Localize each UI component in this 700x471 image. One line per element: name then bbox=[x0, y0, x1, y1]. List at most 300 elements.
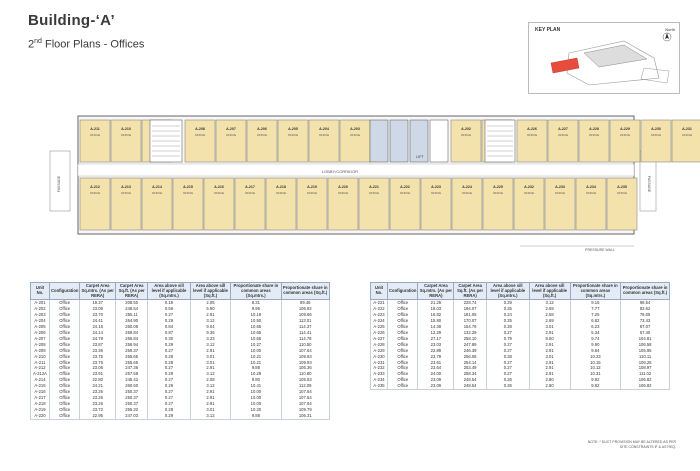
table-cell: 111.02 bbox=[621, 371, 670, 377]
unit-label: OFFICE bbox=[492, 191, 504, 195]
table-cell: 0.24 bbox=[486, 312, 529, 318]
table-cell: Office bbox=[49, 324, 79, 330]
table-cell: 246.39 bbox=[454, 348, 487, 354]
table-cell: 258.10 bbox=[454, 336, 487, 342]
highlight-building-marker bbox=[551, 58, 579, 73]
unit-label: OFFICE bbox=[120, 133, 132, 137]
right-passage-label: PASSAGE bbox=[647, 175, 651, 193]
table-cell: 0.27 bbox=[486, 348, 529, 354]
table-cell: 0.28 bbox=[486, 354, 529, 360]
office-unit bbox=[579, 120, 609, 162]
table-cell: 106.92 bbox=[281, 306, 329, 312]
table-header-cell: Area above sill level if applicable (Sq.mtrs.) bbox=[148, 283, 190, 300]
table-cell: 10.12 bbox=[570, 365, 621, 371]
table-cell: 14.38 bbox=[418, 324, 454, 330]
unit-label: OFFICE bbox=[213, 191, 225, 195]
table-cell: 21.25 bbox=[418, 300, 454, 306]
table-cell: A-220 bbox=[31, 413, 50, 419]
table-cell: 109.66 bbox=[281, 312, 329, 318]
table-cell: 247.36 bbox=[115, 365, 147, 371]
table-cell: 154.79 bbox=[454, 324, 487, 330]
table-cell: 9.92 bbox=[570, 383, 621, 389]
office-unit bbox=[328, 178, 358, 230]
table-cell: 5.90 bbox=[190, 306, 231, 312]
table-cell: 23.03 bbox=[418, 342, 454, 348]
office-unit bbox=[452, 178, 482, 230]
table-cell: Office bbox=[388, 371, 418, 377]
table-cell: 0.27 bbox=[148, 389, 190, 395]
table-cell: A-218 bbox=[31, 401, 50, 407]
unit-label: OFFICE bbox=[89, 191, 101, 195]
office-unit bbox=[247, 120, 277, 162]
table-cell: 23.26 bbox=[80, 401, 116, 407]
table-cell: 0.30 bbox=[148, 336, 190, 342]
office-unit bbox=[548, 120, 578, 162]
table-header-cell: Unit No. bbox=[371, 283, 388, 300]
unit-number: A-223 bbox=[431, 185, 441, 189]
table-cell: 0.27 bbox=[148, 377, 190, 383]
office-unit bbox=[672, 120, 700, 162]
table-cell: A-230 bbox=[371, 354, 388, 360]
table-cell: 248.54 bbox=[115, 306, 147, 312]
unit-label: OFFICE bbox=[349, 133, 361, 137]
unit-number: A-232 bbox=[524, 185, 534, 189]
table-cell: 10.00 bbox=[231, 395, 281, 401]
table-cell: 0.26 bbox=[486, 377, 529, 383]
unit-number: A-208 bbox=[195, 127, 205, 131]
table-cell: 2.58 bbox=[529, 312, 570, 318]
office-unit bbox=[111, 120, 141, 162]
table-cell: 255.32 bbox=[115, 407, 147, 413]
table-cell: 0.27 bbox=[486, 360, 529, 366]
table-cell: 23.09 bbox=[80, 306, 116, 312]
table-cell: 245.42 bbox=[115, 377, 147, 383]
table-cell: A-231 bbox=[371, 360, 388, 366]
table-cell: 194.07 bbox=[454, 306, 487, 312]
table-cell: 247.03 bbox=[115, 413, 147, 419]
table-cell: 3.12 bbox=[190, 383, 231, 389]
unit-number: A-213 bbox=[121, 185, 131, 189]
table-cell: 10.29 bbox=[231, 371, 281, 377]
key-plan bbox=[528, 22, 680, 94]
unit-label: OFFICE bbox=[588, 133, 600, 137]
table-cell: 10.65 bbox=[231, 324, 281, 330]
table-cell: 114.37 bbox=[281, 324, 329, 330]
table-header-cell: Unit No. bbox=[31, 283, 50, 300]
table-cell: 9.88 bbox=[231, 413, 281, 419]
table-cell: 106.31 bbox=[281, 413, 329, 419]
unit-label: OFFICE bbox=[225, 133, 237, 137]
unit-label: OFFICE bbox=[461, 191, 473, 195]
table-cell: A-211 bbox=[31, 360, 50, 366]
table-cell: 0.79 bbox=[486, 336, 529, 342]
unit-label: OFFICE bbox=[89, 133, 101, 137]
table-cell: Office bbox=[388, 354, 418, 360]
table-cell: 2.91 bbox=[529, 330, 570, 336]
table-cell: Office bbox=[388, 306, 418, 312]
office-unit bbox=[80, 120, 110, 162]
table-cell: 24.14 bbox=[80, 330, 116, 336]
unit-label: OFFICE bbox=[526, 133, 538, 137]
table-cell: 260.06 bbox=[115, 324, 147, 330]
table-header-cell: Carpet Area Sq.mtrs. (As per RERA) bbox=[80, 283, 116, 300]
office-unit bbox=[216, 120, 246, 162]
table-cell: 9.84 bbox=[570, 348, 621, 354]
table-header-cell: Proportionate share in common areas (Sq.ft.) bbox=[281, 283, 329, 300]
table-cell: 0.27 bbox=[148, 401, 190, 407]
table-cell: 109.93 bbox=[281, 360, 329, 366]
table-cell: 24.21 bbox=[80, 383, 116, 389]
table-cell: 0.29 bbox=[148, 383, 190, 389]
corridor-label: LOBBY/CORRIDOR bbox=[321, 169, 359, 174]
table-header-cell: Carpet Area Sq.ft. (As per RERA) bbox=[115, 283, 147, 300]
table-cell: 257.58 bbox=[115, 371, 147, 377]
unit-number: A-207 bbox=[226, 127, 236, 131]
table-cell: 3.12 bbox=[529, 300, 570, 306]
table-cell: 110.11 bbox=[621, 354, 670, 360]
unit-number: A-224 bbox=[462, 185, 472, 189]
table-header-cell: Configuration bbox=[49, 283, 79, 300]
table-cell: 10.50 bbox=[231, 318, 281, 324]
table-cell: A-221 bbox=[371, 300, 388, 306]
bottom-label: PRESSURE WALL bbox=[585, 248, 615, 252]
table-cell: Office bbox=[49, 377, 79, 383]
table-header-cell: Proportionate share in common areas (Sq.mtrs.) bbox=[570, 283, 621, 300]
table-cell: 0.28 bbox=[148, 360, 190, 366]
unit-number: A-221 bbox=[369, 185, 379, 189]
table-cell: 22.80 bbox=[80, 377, 116, 383]
office-unit bbox=[359, 178, 389, 230]
table-cell: A-204 bbox=[31, 318, 50, 324]
unit-label: OFFICE bbox=[368, 191, 380, 195]
unit-label: OFFICE bbox=[275, 191, 287, 195]
table-header-cell: Carpet Area Sq.ft. (As per RERA) bbox=[454, 283, 487, 300]
table-cell: 10.00 bbox=[231, 401, 281, 407]
table-cell: 0.28 bbox=[148, 407, 190, 413]
table-cell: 9.74 bbox=[570, 336, 621, 342]
table-cell: Office bbox=[388, 377, 418, 383]
table-cell: 10.41 bbox=[231, 383, 281, 389]
unit-label: OFFICE bbox=[120, 191, 132, 195]
unit-label: OFFICE bbox=[337, 191, 349, 195]
unit-label: OFFICE bbox=[523, 191, 535, 195]
unit-number: A-214 bbox=[152, 185, 162, 189]
table-cell: A-214 bbox=[31, 377, 50, 383]
office-unit bbox=[173, 178, 203, 230]
subtitle-ordinal: nd bbox=[34, 38, 42, 45]
table-cell: 2.69 bbox=[529, 306, 570, 312]
office-unit bbox=[483, 178, 513, 230]
table-cell: 8.31 bbox=[231, 300, 281, 306]
unit-number: A-235 bbox=[617, 185, 627, 189]
table-cell: 2.08 bbox=[190, 377, 231, 383]
table-cell: A-224 bbox=[371, 318, 388, 324]
table-cell: 113.01 bbox=[281, 318, 329, 324]
table-cell: 107.64 bbox=[281, 395, 329, 401]
unit-label: OFFICE bbox=[650, 133, 662, 137]
unit-number: A-202 bbox=[461, 127, 471, 131]
unit-number: A-228 bbox=[589, 127, 599, 131]
unit-number: A-231 bbox=[682, 127, 692, 131]
table-cell: 23.06 bbox=[80, 365, 116, 371]
table-cell: Office bbox=[49, 336, 79, 342]
unit-label: OFFICE bbox=[194, 133, 206, 137]
unit-label: OFFICE bbox=[681, 133, 693, 137]
table-cell: 16.82 bbox=[418, 312, 454, 318]
table-cell: A-235 bbox=[371, 383, 388, 389]
key-plan-drawing bbox=[529, 23, 679, 93]
table-cell: A-203 bbox=[31, 312, 50, 318]
table-cell: 3.01 bbox=[529, 354, 570, 360]
table-cell: 110.50 bbox=[281, 342, 329, 348]
unit-number: A-217 bbox=[245, 185, 255, 189]
subtitle-floor-number: 2 bbox=[28, 38, 35, 51]
table-cell: 27.17 bbox=[418, 336, 454, 342]
table-cell: 0.25 bbox=[486, 306, 529, 312]
footer-line-1: NOTE: * DUCT PROVISION MAY BE ALTERED AS PER bbox=[587, 440, 676, 444]
table-cell: A-226 bbox=[371, 330, 388, 336]
table-cell: Office bbox=[49, 383, 79, 389]
floor-plan bbox=[40, 96, 693, 266]
table-cell: 0.29 bbox=[148, 413, 190, 419]
table-cell: Office bbox=[388, 336, 418, 342]
table-cell: 250.37 bbox=[115, 348, 147, 354]
table-cell: 10.31 bbox=[570, 371, 621, 377]
office-unit bbox=[576, 178, 606, 230]
table-cell: 73.43 bbox=[621, 318, 670, 324]
unit-number: A-225 bbox=[493, 185, 503, 189]
table-cell: 9.90 bbox=[570, 342, 621, 348]
table-cell: 10.00 bbox=[231, 389, 281, 395]
unit-number: A-229 bbox=[620, 127, 630, 131]
table-cell: 104.81 bbox=[621, 336, 670, 342]
unit-number: A-216 bbox=[214, 185, 224, 189]
table-cell: 0.27 bbox=[486, 365, 529, 371]
table-cell: 0.56 bbox=[148, 306, 190, 312]
table-cell: 10.21 bbox=[231, 360, 281, 366]
table-cell: 2.91 bbox=[190, 365, 231, 371]
table-cell: 2.91 bbox=[529, 365, 570, 371]
table-cell: 3.12 bbox=[190, 318, 231, 324]
table-cell: 105.95 bbox=[621, 348, 670, 354]
table-cell: Office bbox=[388, 318, 418, 324]
footer-line-2: SITE CONSTRAINTS IF & AS REQ. bbox=[619, 444, 676, 449]
unit-number: A-211 bbox=[90, 127, 100, 131]
table-cell: 208.50 bbox=[115, 300, 147, 306]
table-cell: 250.37 bbox=[115, 401, 147, 407]
unit-label: OFFICE bbox=[585, 191, 597, 195]
table-cell: 24.79 bbox=[80, 336, 116, 342]
table-cell: 23.09 bbox=[418, 383, 454, 389]
office-unit bbox=[309, 120, 339, 162]
table-cell: A-228 bbox=[371, 342, 388, 348]
table-cell: 12.29 bbox=[418, 330, 454, 336]
office-unit bbox=[266, 178, 296, 230]
unit-label: OFFICE bbox=[619, 133, 631, 137]
table-cell: A-223 bbox=[371, 312, 388, 318]
table-cell: A-217 bbox=[31, 395, 50, 401]
page-subtitle bbox=[28, 38, 144, 51]
table-header-cell: Proportionate share in common areas (Sq.mtrs.) bbox=[231, 283, 281, 300]
table-cell: 0.87 bbox=[148, 330, 190, 336]
table-cell: A-209 bbox=[31, 348, 50, 354]
north-label: North bbox=[665, 27, 675, 32]
table-cell: Office bbox=[49, 354, 79, 360]
table-cell: Office bbox=[388, 312, 418, 318]
subtitle-text: Floor Plans - Offices bbox=[41, 38, 145, 51]
table-cell: 3.12 bbox=[190, 371, 231, 377]
unit-label: OFFICE bbox=[430, 191, 442, 195]
office-unit bbox=[390, 178, 420, 230]
table-cell: 15.80 bbox=[418, 318, 454, 324]
table-cell: 255.65 bbox=[115, 360, 147, 366]
table-cell: 2.91 bbox=[529, 360, 570, 366]
unit-label: OFFICE bbox=[318, 133, 330, 137]
table-cell: A-206 bbox=[31, 330, 50, 336]
table-cell: 8.50 bbox=[529, 336, 570, 342]
stair-core-right bbox=[485, 120, 515, 162]
table-header-cell: Area above sill level if applicable (Sq.ft.) bbox=[529, 283, 570, 300]
table-cell: 259.84 bbox=[115, 330, 147, 336]
table-cell: 0.29 bbox=[148, 342, 190, 348]
table-cell: 23.70 bbox=[80, 312, 116, 318]
table-cell: 250.37 bbox=[115, 395, 147, 401]
table-cell: 10.23 bbox=[570, 354, 621, 360]
office-unit bbox=[517, 120, 547, 162]
table-cell: 10.27 bbox=[231, 342, 281, 348]
table-cell: Office bbox=[49, 407, 79, 413]
table-cell: 23.75 bbox=[80, 360, 116, 366]
unit-label: OFFICE bbox=[244, 191, 256, 195]
table-cell: Office bbox=[49, 360, 79, 366]
table-cell: 250.37 bbox=[115, 389, 147, 395]
table-cell: 23.79 bbox=[418, 354, 454, 360]
table-cell: 2.91 bbox=[529, 348, 570, 354]
table-cell: 0.25 bbox=[486, 318, 529, 324]
table-cell: 258.34 bbox=[454, 371, 487, 377]
table-cell: Office bbox=[49, 401, 79, 407]
unit-label: OFFICE bbox=[460, 133, 472, 137]
table-cell: 89.48 bbox=[281, 300, 329, 306]
table-cell: 114.41 bbox=[281, 330, 329, 336]
table-cell: 9.95 bbox=[231, 306, 281, 312]
table-cell: 255.11 bbox=[115, 312, 147, 318]
office-unit bbox=[545, 178, 575, 230]
unit-number: A-205 bbox=[288, 127, 298, 131]
table-cell: 0.27 bbox=[486, 330, 529, 336]
table-cell: A-219 bbox=[31, 407, 50, 413]
area-table-2 bbox=[370, 282, 670, 390]
unit-number: A-210 bbox=[121, 127, 131, 131]
table-cell: A-233 bbox=[371, 371, 388, 377]
table-cell: Office bbox=[49, 348, 79, 354]
office-unit bbox=[111, 178, 141, 230]
office-unit bbox=[185, 120, 215, 162]
unit-label: OFFICE bbox=[616, 191, 628, 195]
table-cell: 67.07 bbox=[621, 324, 670, 330]
table-cell: 3.01 bbox=[190, 407, 231, 413]
unit-number: A-234 bbox=[586, 185, 596, 189]
table-header-cell: Area above sill level if applicable (Sq.ft.) bbox=[190, 283, 231, 300]
table-cell: 24.00 bbox=[418, 371, 454, 377]
key-plan-title: KEY PLAN bbox=[535, 27, 561, 33]
table-cell: Office bbox=[388, 365, 418, 371]
table-cell: A-227 bbox=[371, 336, 388, 342]
table-cell: A-212A bbox=[31, 371, 50, 377]
table-cell: 266.84 bbox=[115, 336, 147, 342]
unit-label: OFFICE bbox=[256, 133, 268, 137]
unit-number: A-222 bbox=[400, 185, 410, 189]
unit-number: A-230 bbox=[651, 127, 661, 131]
table-cell: 23.09 bbox=[418, 377, 454, 383]
table-cell: 0.27 bbox=[148, 312, 190, 318]
table-cell: 10.65 bbox=[231, 330, 281, 336]
table-cell: Office bbox=[49, 306, 79, 312]
table-cell: Office bbox=[49, 342, 79, 348]
table-cell: 109.93 bbox=[281, 354, 329, 360]
table-cell: 264.90 bbox=[115, 318, 147, 324]
table-cell: 0.27 bbox=[486, 342, 529, 348]
table-cell: Office bbox=[388, 342, 418, 348]
unit-number: A-219 bbox=[307, 185, 317, 189]
table-cell: Office bbox=[49, 395, 79, 401]
table-cell: 114.78 bbox=[281, 336, 329, 342]
table-cell: 7.77 bbox=[570, 306, 621, 312]
table-cell: 18.03 bbox=[418, 306, 454, 312]
unit-number: A-227 bbox=[558, 127, 568, 131]
table-cell: 0.29 bbox=[486, 300, 529, 306]
unit-number: A-218 bbox=[276, 185, 286, 189]
table-cell: 83.62 bbox=[621, 306, 670, 312]
table-cell: 106.82 bbox=[621, 377, 670, 383]
table-cell: 110.80 bbox=[281, 371, 329, 377]
table-cell: 228.74 bbox=[454, 300, 487, 306]
table-cell: 2.05 bbox=[190, 300, 231, 306]
table-cell: A-229 bbox=[371, 348, 388, 354]
office-unit bbox=[80, 178, 110, 230]
table-cell: 19.37 bbox=[80, 300, 116, 306]
table-cell: A-205 bbox=[31, 324, 50, 330]
table-cell: 23.26 bbox=[80, 395, 116, 401]
table-cell: 78.05 bbox=[621, 312, 670, 318]
table-cell: 10.15 bbox=[570, 360, 621, 366]
table-cell: 106.36 bbox=[281, 365, 329, 371]
table-cell: 10.66 bbox=[231, 336, 281, 342]
table-cell: 9.15 bbox=[570, 300, 621, 306]
table-cell: 254.14 bbox=[454, 360, 487, 366]
table-cell: 9.36 bbox=[190, 330, 231, 336]
table-cell: 9.04 bbox=[190, 324, 231, 330]
table-cell: 22.89 bbox=[418, 348, 454, 354]
table-row bbox=[371, 383, 670, 389]
table-cell: 2.91 bbox=[190, 401, 231, 407]
table-cell: 0.19 bbox=[148, 300, 190, 306]
left-passage-label: PASSAGE bbox=[57, 175, 61, 193]
table-cell: Office bbox=[49, 413, 79, 419]
unit-number: A-220 bbox=[338, 185, 348, 189]
table-cell: 0.28 bbox=[486, 324, 529, 330]
table-cell: 0.84 bbox=[148, 324, 190, 330]
table-cell: 256.94 bbox=[115, 342, 147, 348]
table-cell: 2.91 bbox=[529, 371, 570, 377]
table-cell: 2.91 bbox=[190, 395, 231, 401]
table-cell: 2.80 bbox=[529, 377, 570, 383]
table-cell: 0.27 bbox=[148, 365, 190, 371]
table-cell: 105.53 bbox=[281, 377, 329, 383]
table-cell: 98.54 bbox=[621, 300, 670, 306]
table-cell: A-212 bbox=[31, 365, 50, 371]
table-cell: 10.21 bbox=[231, 354, 281, 360]
